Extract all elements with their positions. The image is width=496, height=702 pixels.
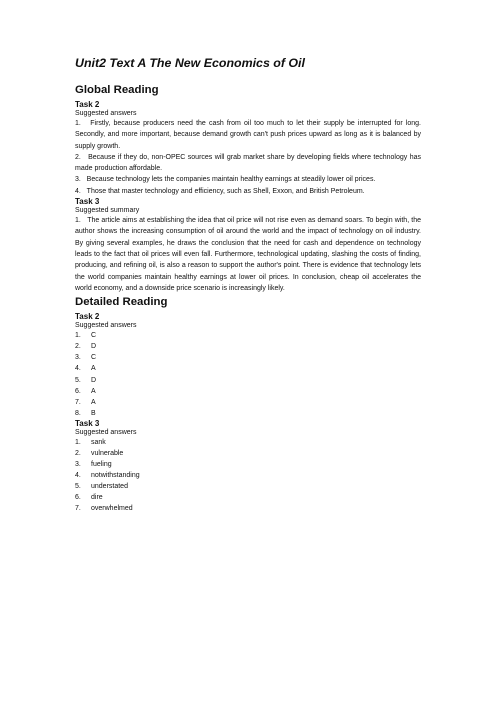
list-item: 5. D xyxy=(75,376,97,384)
list-item: 7. A xyxy=(75,398,96,406)
list-item: 4. A xyxy=(75,365,96,373)
detailed-task2-heading: Task 2 xyxy=(75,312,100,322)
list-item: 3. fueling xyxy=(75,461,112,469)
detailed-task3-answer-list xyxy=(75,437,421,515)
global-task2-answer-3: 3. Because technology lets the companies maintain healthy earnings at steadily lower oil prices. xyxy=(75,176,376,184)
global-reading-heading: Global Reading xyxy=(75,84,159,96)
list-item: 1. C xyxy=(75,332,97,340)
global-task2-answer-4: 4. Those that master technology and efficiency, such as Shell, Exxon, and British Petroleum. xyxy=(75,187,365,195)
list-item: 5. understated xyxy=(75,483,128,491)
global-task2-answer-1: 1. Firstly, because producers need the cash from oil too much to let their supply be interrupted for long. Secondly, and more important, because demand growth can't push prices upward as long as it is balanced by supply growth. xyxy=(75,120,421,150)
detailed-reading-heading: Detailed Reading xyxy=(75,296,168,309)
detailed-task3-label: Suggested answers xyxy=(75,428,137,436)
list-item: 2. D xyxy=(75,343,97,351)
global-task3-summary: 1. The article aims at establishing the idea that oil price will not rise even as demand soars. To begin with, the author shows the increasing consumption of oil around the world and the impact of technology on oil industry. By giving several examples, he draws the conclusion that the need for cash and dependence on technology leads to the fact that oil prices will even fall. Furthermore, technological updating, slashing the costs of finding, producing, and refining oil, is also a reason to support the author's point. There is evidence that technology lets the world companies maintain healthy earnings at lower oil prices. In conclusion, cheap oil accelerates the world economy, and a downside price scenario is increasingly likely. xyxy=(75,217,421,292)
global-task3-label: Suggested summary xyxy=(75,207,140,215)
list-item: 7. overwhelmed xyxy=(75,505,133,513)
detailed-task3-heading: Task 3 xyxy=(75,418,100,428)
list-item: 3. C xyxy=(75,354,97,362)
detailed-task2-answer-list xyxy=(75,330,421,419)
global-task2-answer-2: 2. Because if they do, non-OPEC sources will grab market share by developing fields where technology has made production affordable. xyxy=(75,153,421,173)
global-task3-heading: Task 3 xyxy=(75,197,100,207)
list-item: 6. A xyxy=(75,387,96,395)
global-task2-heading: Task 2 xyxy=(75,100,100,109)
global-task2-label: Suggested answers xyxy=(75,110,137,117)
document-page xyxy=(75,56,421,515)
list-item: 8. B xyxy=(75,409,96,417)
list-item: 2. vulnerable xyxy=(75,450,124,457)
list-item: 4. notwithstanding xyxy=(75,472,140,480)
list-item: 6. dire xyxy=(75,494,103,502)
detailed-task2-label: Suggested answers xyxy=(75,322,137,330)
list-item: 1. sank xyxy=(75,438,106,446)
document-title: Unit2 Text A The New Economics of Oil xyxy=(75,56,305,70)
